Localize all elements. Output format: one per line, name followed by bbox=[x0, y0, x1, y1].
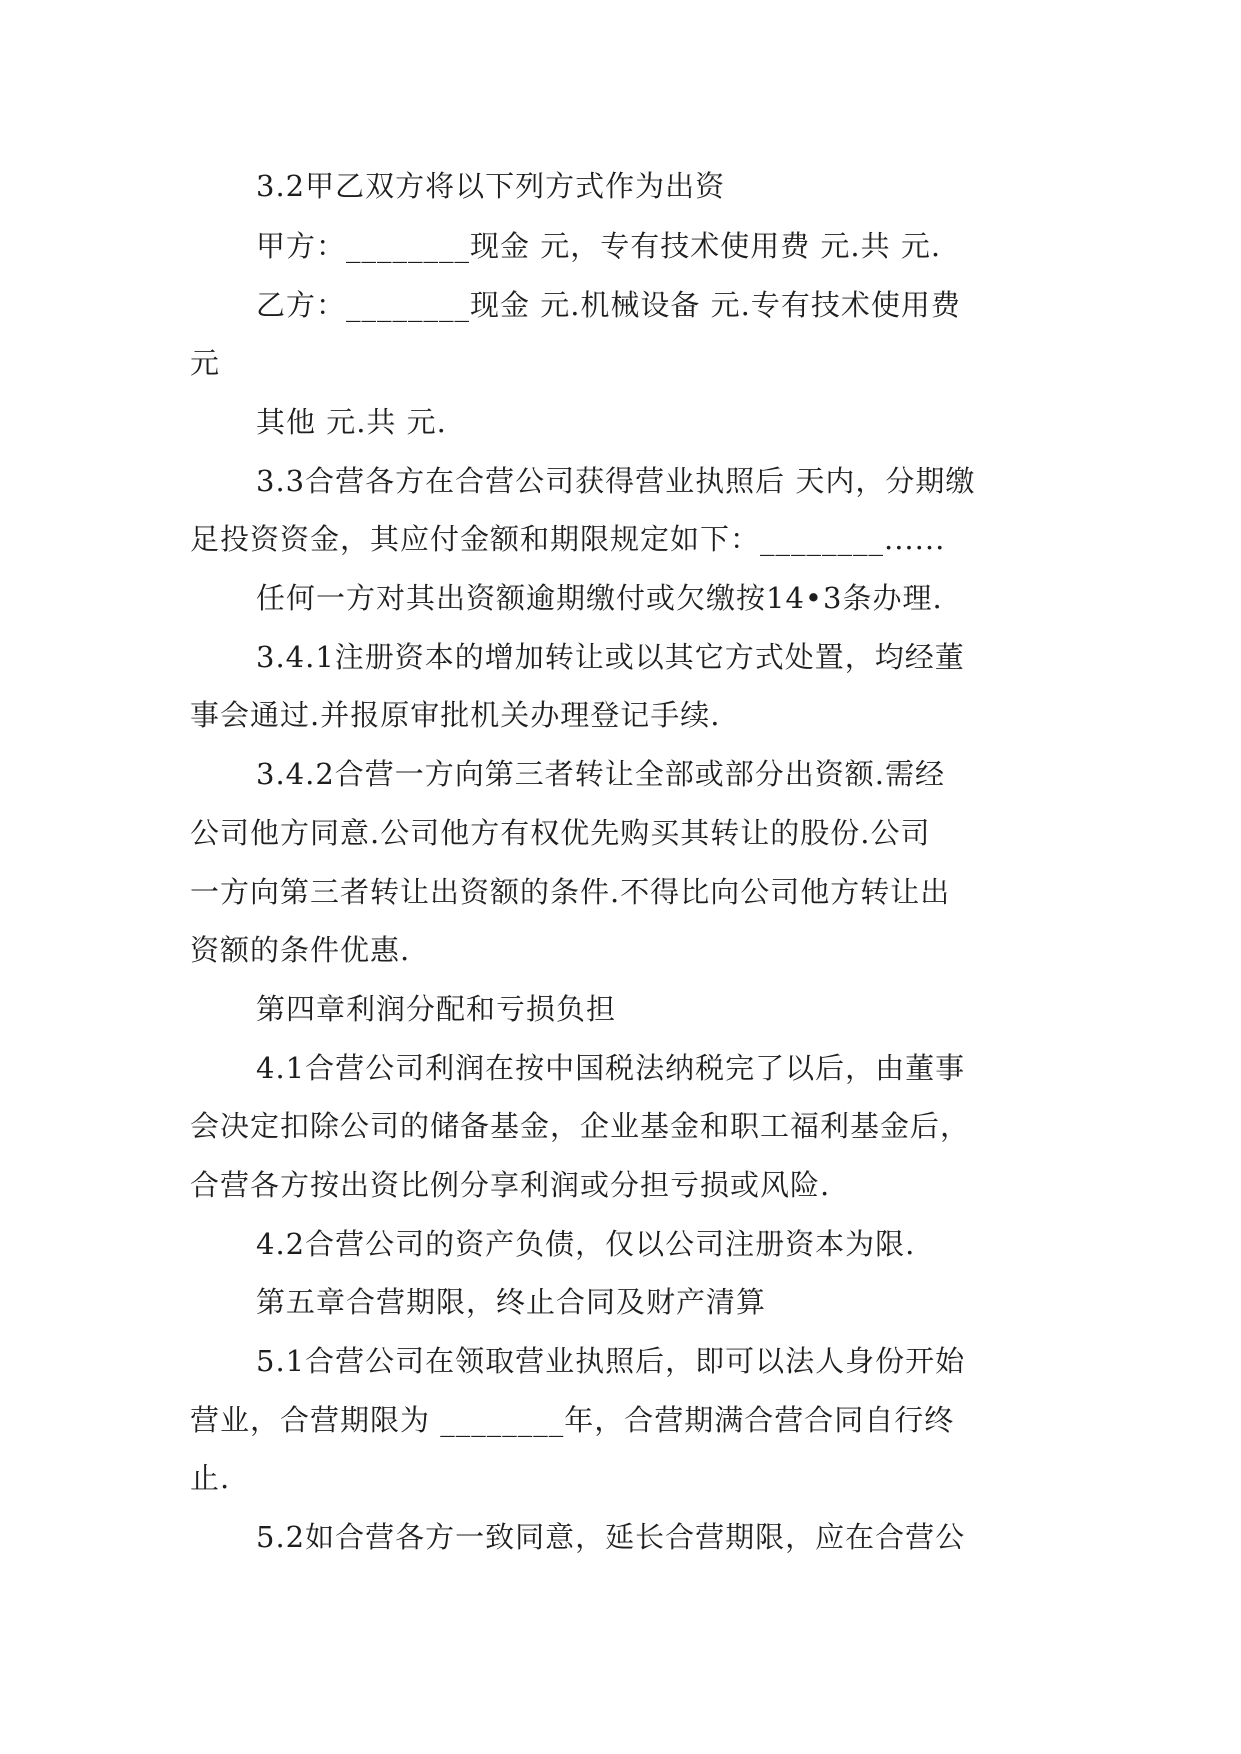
section-heading: 第五章合营期限，终止合同及财产清算 bbox=[256, 1285, 767, 1319]
text-line: 资额的条件优惠. bbox=[190, 933, 411, 967]
text-line: 5.1合营公司在领取营业执照后，即可以法人身份开始 bbox=[256, 1344, 966, 1378]
text-line: 5.2如合营各方一致同意，延长合营期限，应在合营公 bbox=[256, 1520, 966, 1554]
text-line: 3.4.2合营一方向第三者转让全部或部分出资额.需经 bbox=[256, 757, 946, 791]
text-line: 其他 元.共 元. bbox=[256, 405, 447, 439]
text-line: 甲方：________现金 元，专有技术使用费 元.共 元. bbox=[256, 229, 942, 263]
section-heading: 第四章利润分配和亏损负担 bbox=[256, 992, 617, 1026]
text-line: 事会通过.并报原审批机关办理登记手续. bbox=[190, 698, 721, 732]
text-line: 4.2合营公司的资产负债，仅以公司注册资本为限. bbox=[256, 1227, 916, 1261]
text-line: 合营各方按出资比例分享利润或分担亏损或风险. bbox=[190, 1168, 831, 1202]
text-line: 会决定扣除公司的储备基金，企业基金和职工福利基金后， bbox=[190, 1109, 971, 1143]
text-line: 3.2甲乙双方将以下列方式作为出资 bbox=[256, 169, 726, 203]
text-line: 任何一方对其出资额逾期缴付或欠缴按14•3条办理. bbox=[256, 581, 943, 615]
text-line: 足投资资金，其应付金额和期限规定如下：________...... bbox=[190, 522, 946, 556]
text-line: 乙方：________现金 元.机械设备 元.专有技术使用费 bbox=[256, 288, 961, 322]
text-line: 公司他方同意.公司他方有权优先购买其转让的股份.公司 bbox=[190, 816, 931, 850]
text-line: 元 bbox=[190, 346, 221, 380]
text-line: 止. bbox=[190, 1461, 231, 1495]
text-line: 3.4.1注册资本的增加转让或以其它方式处置，均经董 bbox=[256, 640, 965, 674]
text-line: 3.3合营各方在合营公司获得营业执照后 天内，分期缴 bbox=[256, 464, 976, 498]
text-line: 营业，合营期限为 ________年，合营期满合营合同自行终 bbox=[190, 1403, 955, 1437]
text-line: 一方向第三者转让出资额的条件.不得比向公司他方转让出 bbox=[190, 875, 951, 909]
text-line: 4.1合营公司利润在按中国税法纳税完了以后，由董事 bbox=[256, 1051, 966, 1085]
